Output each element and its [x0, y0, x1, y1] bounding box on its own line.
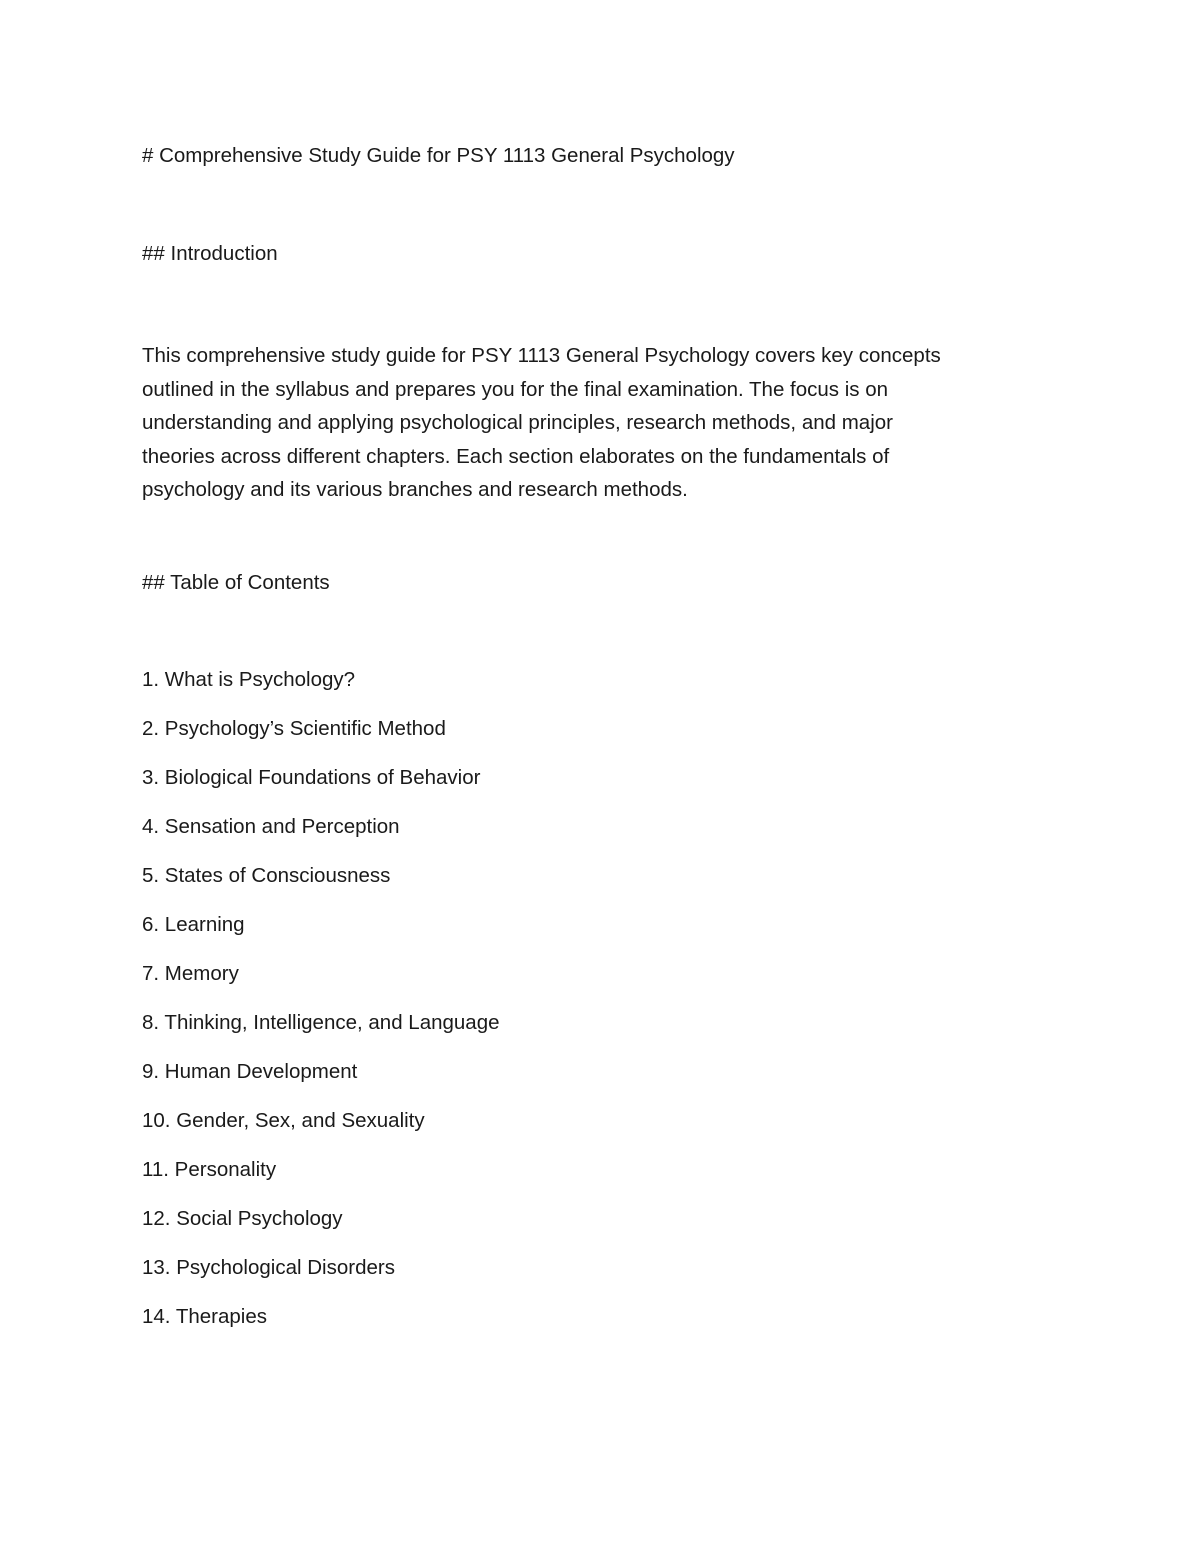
intro-line: understanding and applying psychological principles, research methods, and major — [142, 411, 893, 435]
toc-item: 6. Learning — [142, 913, 245, 936]
table-of-contents — [142, 668, 500, 1354]
toc-item: 2. Psychology’s Scientific Method — [142, 717, 446, 740]
toc-heading: ## Table of Contents — [142, 571, 330, 594]
toc-item: 11. Personality — [142, 1158, 277, 1181]
toc-item: 9. Human Development — [142, 1060, 358, 1083]
toc-item: 7. Memory — [142, 962, 239, 985]
toc-item: 14. Therapies — [142, 1305, 267, 1328]
intro-line: psychology and its various branches and research methods. — [142, 478, 688, 502]
toc-item: 13. Psychological Disorders — [142, 1256, 395, 1279]
toc-item: 10. Gender, Sex, and Sexuality — [142, 1109, 425, 1132]
toc-item: 4. Sensation and Perception — [142, 815, 400, 838]
intro-paragraph — [142, 339, 1042, 507]
toc-item: 3. Biological Foundations of Behavior — [142, 766, 481, 789]
toc-item: 12. Social Psychology — [142, 1207, 343, 1230]
toc-item: 5. States of Consciousness — [142, 864, 391, 887]
intro-line: theories across different chapters. Each section elaborates on the fundamentals of — [142, 444, 890, 468]
toc-item: 1. What is Psychology? — [142, 668, 356, 691]
intro-line: outlined in the syllabus and prepares you for the final examination. The focus is on — [142, 377, 889, 401]
document-title: # Comprehensive Study Guide for PSY 1113 General Psychology — [142, 144, 735, 167]
intro-heading: ## Introduction — [142, 242, 278, 265]
intro-line: This comprehensive study guide for PSY 1113 General Psychology covers key concepts — [142, 344, 941, 367]
toc-item: 8. Thinking, Intelligence, and Language — [142, 1011, 500, 1034]
